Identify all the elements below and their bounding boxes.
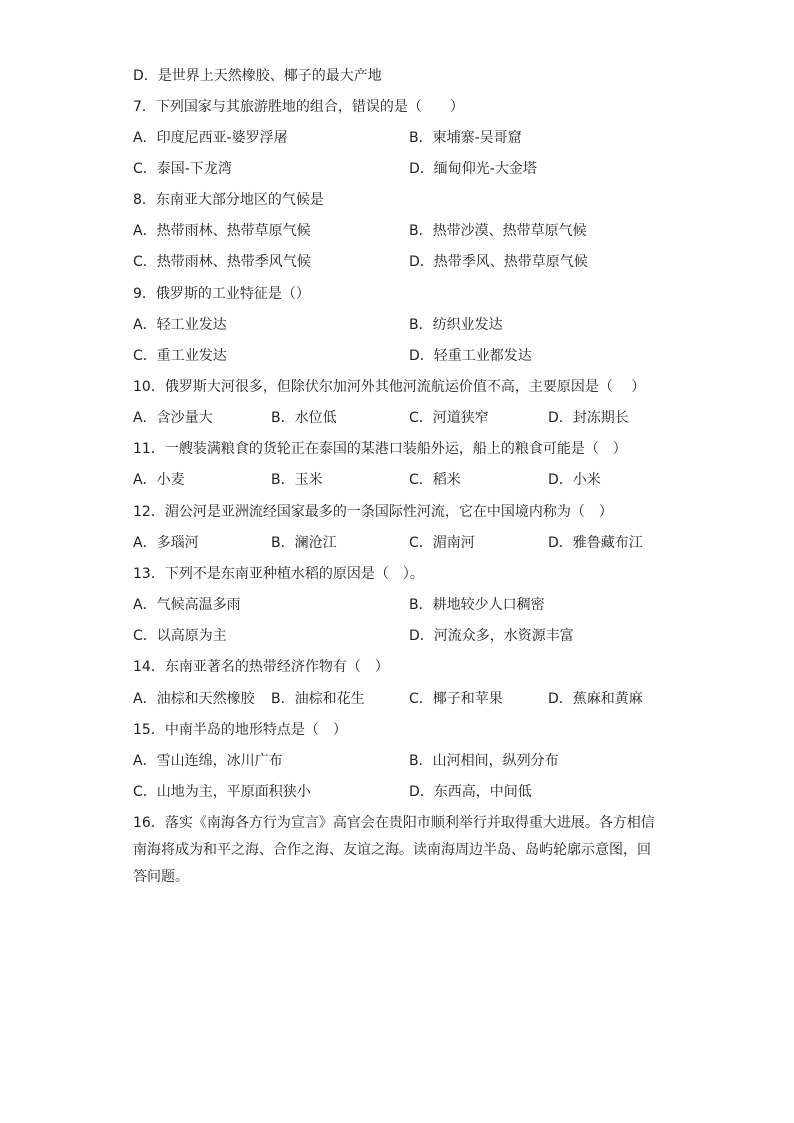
question-9: 9．俄罗斯的工业特征是（） — [133, 286, 310, 302]
q8-option-a: A．热带雨林、热带草原气候 — [133, 223, 311, 239]
q8-option-d: D．热带季风、热带草原气候 — [409, 254, 588, 270]
q15-option-c: C．山地为主，平原面积狭小 — [133, 784, 311, 800]
q9-option-c: C．重工业发达 — [133, 348, 227, 364]
q11-option-d: D．小米 — [548, 472, 601, 488]
q15-option-b: B．山河相间，纵列分布 — [409, 753, 559, 769]
q8-option-c: C．热带雨林、热带季风气候 — [133, 254, 311, 270]
q7-option-a: A．印度尼西亚-婆罗浮屠 — [133, 130, 288, 146]
q7-option-c: C．泰国-下龙湾 — [133, 161, 232, 177]
q11-option-c: C．稻米 — [409, 472, 461, 488]
q8-option-b: B．热带沙漠、热带草原气候 — [409, 223, 587, 239]
q12-option-a: A．多瑙河 — [133, 535, 199, 551]
q9-option-d: D．轻重工业都发达 — [409, 348, 532, 364]
q7-option-b: B．柬埔寨-吴哥窟 — [409, 130, 522, 146]
question-15: 15．中南半岛的地形特点是（ ） — [133, 722, 347, 738]
q13-option-c: C．以高原为主 — [133, 628, 227, 644]
q14-option-a: A．油棕和天然橡胶 — [133, 691, 255, 707]
q10-option-d: D．封冻期长 — [548, 410, 629, 426]
q13-option-a: A．气候高温多雨 — [133, 597, 241, 613]
q12-option-b: B．澜沧江 — [271, 535, 337, 551]
q10-option-c: C．河道狭窄 — [409, 410, 489, 426]
question-8: 8．东南亚大部分地区的气候是 — [133, 192, 324, 208]
q9-option-b: B．纺织业发达 — [409, 317, 503, 333]
q14-option-c: C．椰子和苹果 — [409, 691, 503, 707]
q7-option-d: D．缅甸仰光-大金塔 — [409, 161, 537, 177]
question-10: 10．俄罗斯大河很多，但除伏尔加河外其他河流航运价值不高，主要原因是（ ） — [133, 379, 646, 395]
question-14: 14．东南亚著名的热带经济作物有（ ） — [133, 659, 389, 675]
q12-option-d: D．雅鲁藏布江 — [548, 535, 643, 551]
q9-option-a: A．轻工业发达 — [133, 317, 227, 333]
q13-option-b: B．耕地较少人口稠密 — [409, 597, 545, 613]
q11-option-a: A．小麦 — [133, 472, 185, 488]
q10-option-b: B．水位低 — [271, 410, 337, 426]
q10-option-a: A．含沙量大 — [133, 410, 213, 426]
question-7: 7．下列国家与其旅游胜地的组合，错误的是（ ） — [133, 99, 464, 115]
q13-option-d: D．河流众多，水资源丰富 — [409, 628, 574, 644]
question-12: 12．湄公河是亚洲流经国家最多的一条国际性河流，它在中国境内称为（ ） — [133, 504, 613, 520]
question-13: 13．下列不是东南亚种植水稻的原因是（ ）。 — [133, 566, 424, 582]
question-11: 11．一艘装满粮食的货轮正在泰国的某港口装船外运，船上的粮食可能是（ ） — [133, 441, 627, 457]
q11-option-b: B．玉米 — [271, 472, 323, 488]
q6-option-d: D．是世界上天然橡胶、椰子的最大产地 — [133, 68, 382, 84]
q14-option-b: B．油棕和花生 — [271, 691, 365, 707]
q15-option-a: A．雪山连绵，冰川广布 — [133, 753, 283, 769]
q14-option-d: D．蕉麻和黄麻 — [548, 691, 643, 707]
q12-option-c: C．湄南河 — [409, 535, 475, 551]
q15-option-d: D．东西高，中间低 — [409, 784, 532, 800]
question-16: 16．落实《南海各方行为宣言》高官会在贵阳市顺利举行并取得重大进展。各方相信南海将成为和平之海、合作之海、友谊之海。读南海周边半岛、岛屿轮廓示意图，回答问题。 — [133, 815, 655, 885]
